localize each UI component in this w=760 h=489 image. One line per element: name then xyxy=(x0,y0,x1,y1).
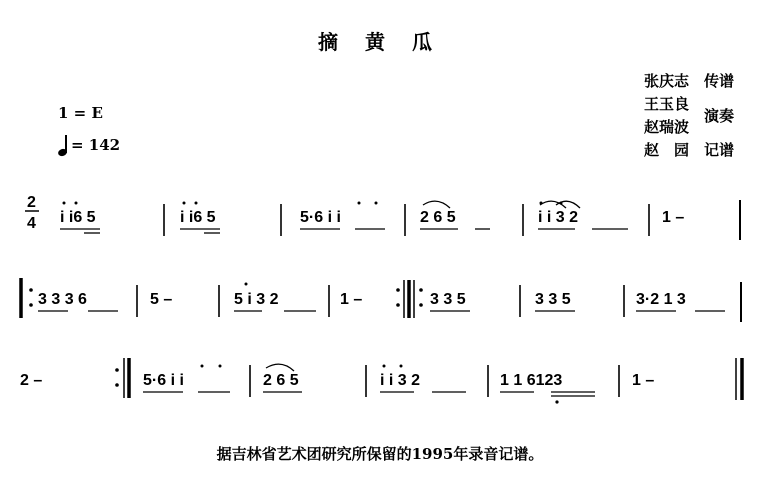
tempo-value: = 142 xyxy=(71,136,121,154)
measure-2-3: 5 i 3 2 xyxy=(234,291,279,308)
measure-2-5: 3 3 5 xyxy=(430,291,466,308)
measure-1-3: 5·6 i i xyxy=(300,209,341,226)
notator-role: 记谱 xyxy=(704,141,735,159)
slur xyxy=(423,201,450,208)
time-signature-upper: 2 xyxy=(27,194,36,211)
time-signature-lower: 4 xyxy=(27,215,36,232)
score-line-1 xyxy=(60,200,740,240)
slur xyxy=(266,364,294,371)
slur xyxy=(556,201,580,208)
measure-3-6: 1 – xyxy=(632,372,655,389)
measure-2-4: 1 – xyxy=(340,291,363,308)
collector-name: 张庆志 xyxy=(644,72,690,90)
performer-name-2: 赵瑞波 xyxy=(644,118,690,136)
notator-name: 赵 园 xyxy=(644,141,690,159)
octave-dots xyxy=(63,202,563,368)
measure-3-2: 5·6 i i xyxy=(143,372,184,389)
measure-1-6: 1 – xyxy=(662,209,685,226)
score-line-2 xyxy=(21,278,741,322)
score-line-3 xyxy=(20,358,742,404)
measure-1-4: 2 6 5 xyxy=(420,209,456,226)
page-title: 摘 黄 瓜 xyxy=(318,30,442,54)
performer-name-1: 王玉良 xyxy=(644,95,690,113)
performer-role: 演奏 xyxy=(704,107,735,125)
collector-role: 传谱 xyxy=(704,72,735,90)
measure-3-1: 2 – xyxy=(20,372,43,389)
measure-1-2: i i6 5 xyxy=(180,209,216,226)
measure-2-7: 3·2 1 3 xyxy=(636,291,686,308)
key-signature: 1 = E xyxy=(58,104,103,122)
measure-1-1: i i6 5 xyxy=(60,209,96,226)
measure-2-1: 3 3 3 6 xyxy=(38,291,87,308)
source-note: 据吉林省艺术团研究所保留的1995年录音记谱。 xyxy=(216,445,544,463)
measure-3-3: 2 6 5 xyxy=(263,372,299,389)
measure-2-6: 3 3 5 xyxy=(535,291,571,308)
measure-3-4: i i 3 2 xyxy=(380,372,421,389)
measure-1-5: i i 3 2 xyxy=(538,209,579,226)
measure-3-5: 1 1 6123 xyxy=(500,372,563,389)
measure-2-2: 5 – xyxy=(150,291,173,308)
